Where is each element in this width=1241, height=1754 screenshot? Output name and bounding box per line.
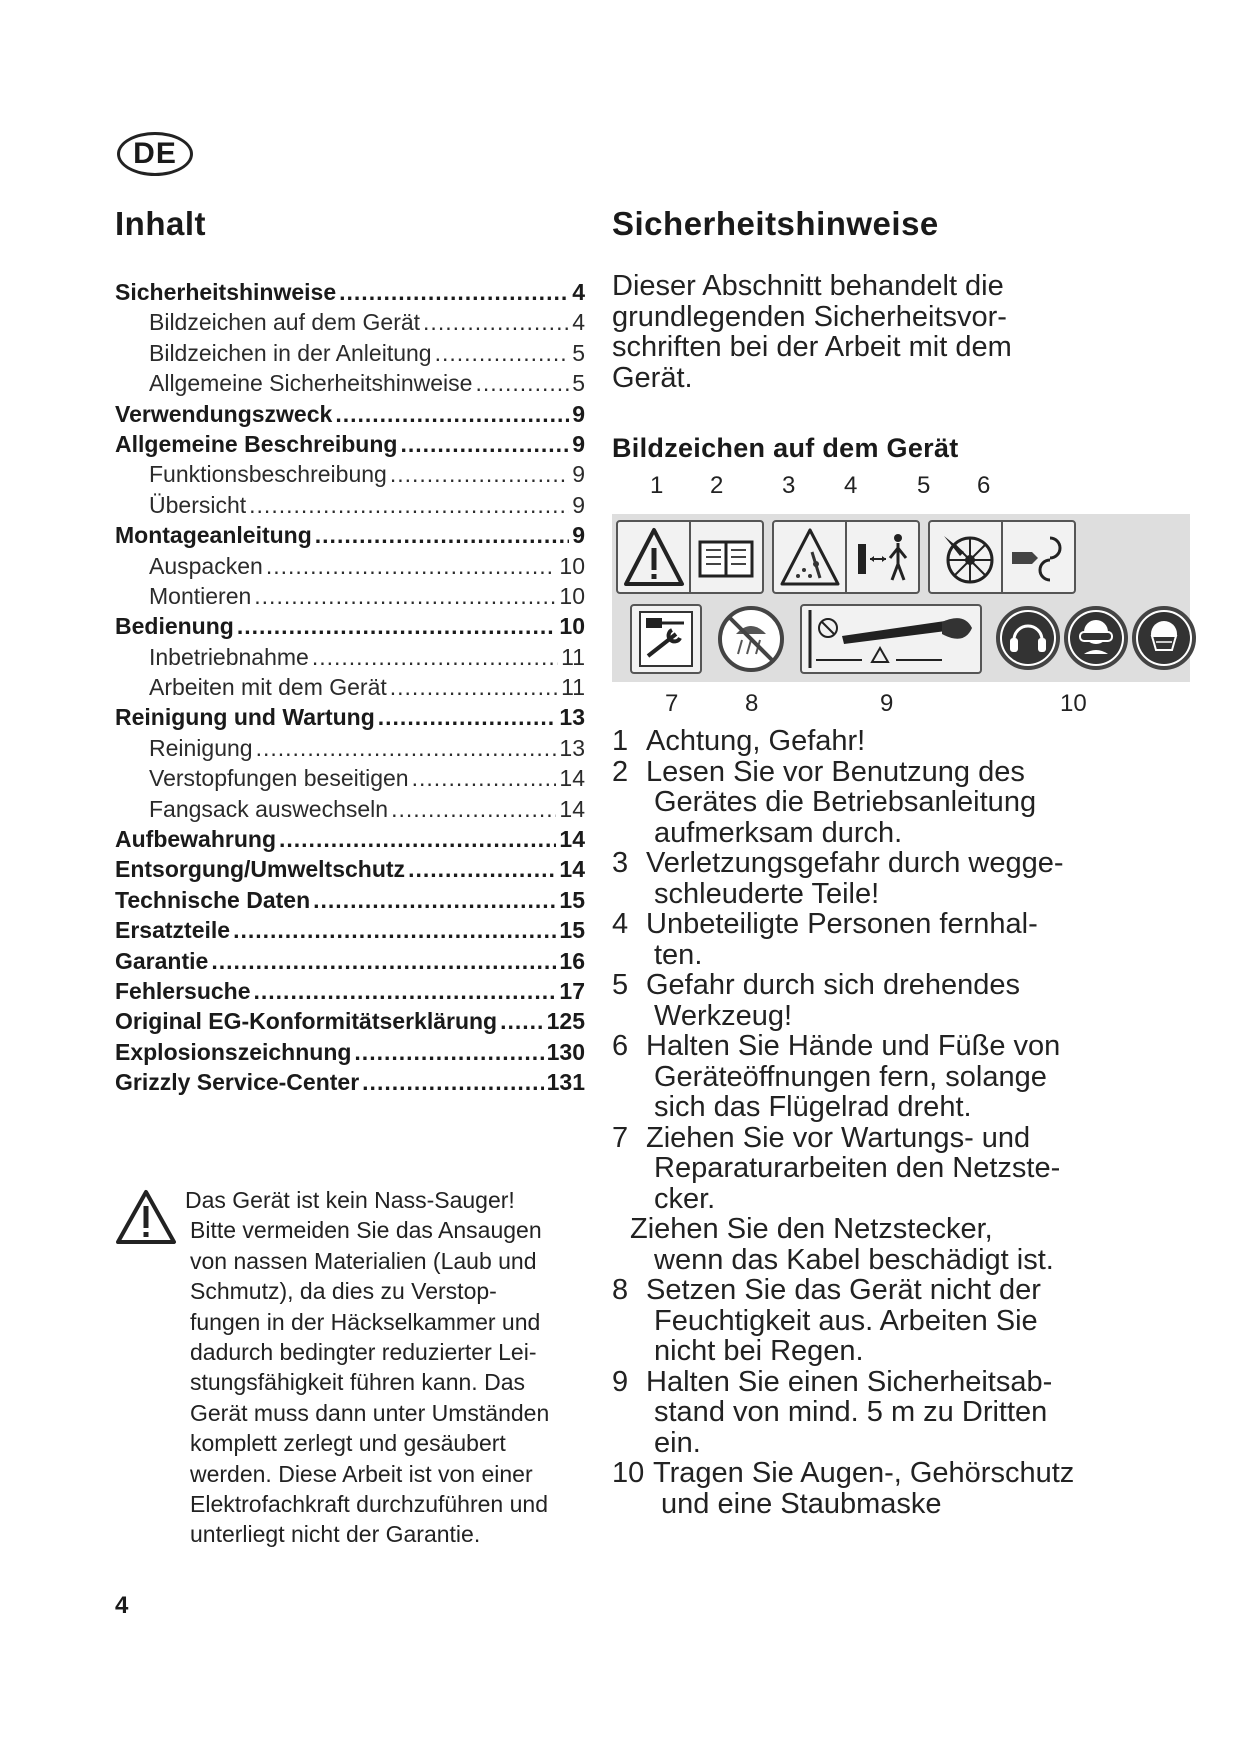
toc-leader-dots — [400, 431, 569, 458]
toc-page: 11 — [561, 674, 585, 701]
symbol-number: 8 — [745, 690, 759, 717]
item-line: Werkzeug! — [654, 999, 793, 1032]
toc-entry — [115, 644, 585, 674]
symbol-number: 9 — [880, 690, 894, 717]
toc-page: 4 — [572, 309, 585, 336]
symbol-number: 5 — [917, 472, 931, 499]
symbol-explanation-item — [612, 970, 1192, 1031]
manual-book-icon — [700, 542, 752, 576]
toc-page: 14 — [559, 765, 585, 792]
warning-triangle-symbol-icon — [626, 530, 682, 584]
toc-leader-dots — [362, 1069, 543, 1096]
left-column — [115, 205, 585, 1100]
toc-page: 9 — [572, 491, 585, 518]
toc-leader-dots — [390, 461, 569, 488]
toc-label: Grizzly Service-Center — [115, 1069, 360, 1096]
toc-label: Verwendungszweck — [115, 400, 333, 427]
warning-line: Gerät muss dann unter Umständen — [190, 1399, 550, 1426]
toc-leader-dots — [335, 401, 569, 428]
toc-leader-dots — [423, 309, 569, 336]
item-line: cker. — [654, 1182, 716, 1215]
symbol-number: 3 — [782, 472, 796, 499]
item-line: Gefahr durch sich drehendes — [646, 969, 1020, 1001]
intro-text — [612, 271, 1192, 393]
intro-line: schriften bei der Arbeit mit dem — [612, 331, 1012, 363]
toc-entry — [115, 492, 585, 522]
right-column — [612, 205, 1192, 1519]
toc-entry — [115, 309, 585, 339]
toc-page: 9 — [572, 400, 585, 427]
flying-debris-icon — [782, 530, 838, 584]
symbol-group-1-2 — [616, 520, 764, 594]
toc-leader-dots — [390, 674, 558, 701]
toc-label: Allgemeine Beschreibung — [115, 430, 398, 457]
symbol-numbers-bottom — [612, 690, 1192, 720]
safety-distance-icon — [800, 604, 982, 674]
toc-leader-dots — [211, 948, 556, 975]
toc-label: Ersatzteile — [115, 917, 231, 944]
item-line: Verletzungsgefahr durch wegge- — [646, 847, 1064, 879]
toc-page: 15 — [559, 886, 585, 913]
toc-entry — [115, 826, 585, 856]
unplug-before-maintenance-icon — [630, 604, 702, 674]
intro-line: Gerät. — [612, 361, 693, 394]
language-badge: DE — [117, 132, 193, 176]
warning-line: Schmutz), da dies zu Verstop- — [190, 1278, 497, 1305]
toc-page: 14 — [559, 826, 585, 853]
symbol-explanation-item — [612, 848, 1192, 909]
toc-leader-dots — [254, 583, 556, 610]
toc-label: Übersicht — [149, 491, 247, 518]
table-of-contents — [115, 279, 585, 1100]
hands-feet-away-icon — [1012, 538, 1060, 580]
toc-entry — [115, 583, 585, 613]
toc-leader-dots — [254, 978, 557, 1005]
item-line: Reparaturarbeiten den Netzste- — [654, 1152, 1061, 1184]
item-line: Feuchtigkeit aus. Arbeiten Sie — [654, 1304, 1038, 1337]
toc-label: Allgemeine Sicherheitshinweise — [149, 370, 473, 397]
safety-title: Sicherheitshinweise — [612, 205, 939, 242]
toc-page: 17 — [559, 977, 585, 1004]
toc-entry — [115, 553, 585, 583]
item-line: sich das Flügelrad dreht. — [654, 1091, 972, 1123]
toc-label: Aufbewahrung — [115, 826, 276, 853]
symbol-number: 7 — [665, 690, 679, 717]
item-number: 6 — [612, 1030, 629, 1062]
wet-material-warning — [115, 1185, 595, 1550]
item-line: schleuderte Teile! — [654, 877, 880, 910]
item-line: Setzen Sie das Gerät nicht der — [646, 1274, 1041, 1306]
toc-leader-dots — [237, 613, 557, 640]
item-number: 10 — [612, 1457, 645, 1489]
toc-label: Fehlersuche — [115, 977, 251, 1004]
toc-page: 5 — [572, 339, 585, 366]
no-rain-icon — [718, 606, 784, 672]
toc-entry — [115, 431, 585, 461]
toc-leader-dots — [279, 826, 556, 853]
toc-page: 10 — [559, 552, 585, 579]
toc-label: Fangsack auswechseln — [149, 795, 389, 822]
device-symbols-panel — [612, 514, 1190, 682]
dust-mask-icon — [1132, 606, 1196, 670]
toc-label: Funktionsbeschreibung — [149, 461, 387, 488]
toc-label: Montageanleitung — [115, 522, 312, 549]
item-number: 1 — [612, 725, 629, 757]
warning-line: dadurch bedingter reduzierter Lei- — [190, 1339, 537, 1366]
toc-page: 13 — [559, 734, 585, 761]
symbol-explanation-item — [612, 1123, 1192, 1215]
symbol-number: 4 — [844, 472, 858, 499]
symbol-group-5-6 — [928, 520, 1076, 594]
warning-line: werden. Diese Arbeit ist von einer — [190, 1460, 533, 1487]
eye-protection-icon — [1064, 606, 1128, 670]
toc-entry — [115, 401, 585, 431]
toc-entry — [115, 522, 585, 552]
toc-label: Reinigung und Wartung — [115, 704, 375, 731]
toc-leader-dots — [315, 522, 569, 549]
item-line: Halten Sie Hände und Füße von — [646, 1030, 1061, 1062]
toc-page: 11 — [561, 643, 585, 670]
item-number: 8 — [612, 1274, 629, 1306]
toc-leader-dots — [412, 765, 557, 792]
item-number: 3 — [612, 847, 629, 879]
symbols-subtitle: Bildzeichen auf dem Gerät — [612, 433, 959, 463]
warning-line: Elektrofachkraft durchzuführen und — [190, 1491, 548, 1518]
toc-label: Entsorgung/Umweltschutz — [115, 856, 406, 883]
symbol-explanation-item — [612, 1275, 1192, 1367]
toc-entry — [115, 735, 585, 765]
toc-page: 10 — [559, 582, 585, 609]
toc-label: Original EG-Konformitätserklärung — [115, 1008, 498, 1035]
page-number: 4 — [115, 1592, 129, 1619]
toc-page: 9 — [572, 430, 585, 457]
toc-entry — [115, 340, 585, 370]
symbol-explanation-item — [612, 726, 1192, 757]
toc-page: 130 — [546, 1038, 585, 1065]
toc-page: 5 — [572, 370, 585, 397]
toc-entry — [115, 674, 585, 704]
toc-leader-dots — [233, 917, 556, 944]
item-line: stand von mind. 5 m zu Dritten — [654, 1396, 1048, 1428]
toc-leader-dots — [354, 1039, 543, 1066]
toc-leader-dots — [249, 492, 569, 519]
toc-page: 9 — [572, 522, 585, 549]
toc-entry — [115, 279, 585, 309]
symbol-explanation-item — [612, 1458, 1192, 1519]
item-line: Halten Sie einen Sicherheitsab- — [646, 1365, 1053, 1398]
ear-protection-icon — [996, 606, 1060, 670]
symbol-explanation-item — [612, 757, 1192, 849]
toc-entry — [115, 917, 585, 947]
toc-label: Auspacken — [149, 552, 263, 579]
toc-label: Bedienung — [115, 613, 234, 640]
toc-page: 9 — [572, 461, 585, 488]
warning-line: Bitte vermeiden Sie das Ansaugen — [190, 1217, 542, 1244]
toc-entry — [115, 1008, 585, 1038]
toc-label: Reinigung — [149, 734, 253, 761]
toc-entry — [115, 613, 585, 643]
warning-line: von nassen Materialien (Laub und — [190, 1247, 537, 1274]
toc-entry — [115, 796, 585, 826]
item-line: ten. — [654, 938, 703, 971]
unplug-note-line: wenn das Kabel beschädigt ist. — [654, 1243, 1054, 1276]
toc-label: Bildzeichen in der Anleitung — [149, 339, 432, 366]
toc-leader-dots — [339, 279, 569, 306]
toc-page: 14 — [559, 795, 585, 822]
item-line: Unbeteiligte Personen fernhal- — [646, 908, 1038, 940]
item-line: Tragen Sie Augen-, Gehörschutz — [653, 1457, 1075, 1489]
warning-first-line: Das Gerät ist kein Nass-Sauger! — [185, 1187, 515, 1213]
item-number: 4 — [612, 908, 629, 940]
toc-leader-dots — [408, 856, 556, 883]
toc-entry — [115, 1069, 585, 1099]
intro-line: Dieser Abschnitt behandelt die — [612, 270, 1004, 302]
toc-label: Bildzeichen auf dem Gerät — [149, 309, 421, 336]
warning-text — [185, 1185, 595, 1550]
item-number: 5 — [612, 969, 629, 1001]
toc-page: 16 — [559, 947, 585, 974]
item-line: aufmerksam durch. — [654, 816, 903, 849]
toc-leader-dots — [256, 735, 557, 762]
item-line: nicht bei Regen. — [654, 1335, 864, 1367]
toc-label: Technische Daten — [115, 886, 311, 913]
toc-leader-dots — [475, 370, 569, 397]
symbol-number: 10 — [1060, 690, 1087, 717]
toc-page: 10 — [559, 613, 585, 640]
item-line: ein. — [654, 1426, 701, 1459]
item-line: Lesen Sie vor Benutzung des — [646, 755, 1025, 788]
symbol-number: 2 — [710, 472, 724, 499]
toc-entry — [115, 704, 585, 734]
toc-entry — [115, 978, 585, 1008]
item-line: Achtung, Gefahr! — [646, 725, 866, 757]
rotating-impeller-icon — [944, 536, 992, 582]
unplug-note-line: Ziehen Sie den Netzstecker, — [630, 1213, 993, 1245]
item-number: 2 — [612, 755, 629, 788]
warning-line: komplett zerlegt und gesäubert — [190, 1430, 506, 1457]
toc-label: Explosionszeichnung — [115, 1038, 352, 1065]
toc-entry — [115, 1039, 585, 1069]
item-line: Ziehen Sie vor Wartungs- und — [646, 1121, 1031, 1154]
unplug-note — [612, 1214, 1192, 1275]
symbol-explanation-item — [612, 909, 1192, 970]
symbol-group-3-4 — [772, 520, 920, 594]
toc-label: Inbetriebnahme — [149, 643, 309, 670]
warning-line: stungsfähigkeit führen kann. Das — [190, 1369, 525, 1396]
toc-leader-dots — [435, 340, 570, 367]
symbol-numbers-top — [612, 472, 1192, 502]
warning-triangle-icon — [115, 1189, 177, 1245]
toc-entry — [115, 370, 585, 400]
toc-entry — [115, 765, 585, 795]
toc-leader-dots — [266, 553, 557, 580]
toc-label: Arbeiten mit dem Gerät — [149, 674, 387, 701]
keep-distance-icon — [858, 534, 906, 580]
warning-line: fungen in der Häckselkammer und — [190, 1308, 541, 1335]
item-number: 7 — [612, 1121, 629, 1154]
toc-page: 15 — [559, 917, 585, 944]
item-line: Geräteöffnungen fern, solange — [654, 1060, 1047, 1093]
toc-page: 13 — [559, 704, 585, 731]
toc-page: 131 — [546, 1069, 585, 1096]
warning-line: unterliegt nicht der Garantie. — [190, 1521, 481, 1548]
toc-leader-dots — [312, 644, 558, 671]
toc-page: 14 — [559, 856, 585, 883]
item-number: 9 — [612, 1365, 629, 1398]
toc-entry — [115, 461, 585, 491]
symbol-number: 6 — [977, 472, 991, 499]
toc-label: Sicherheitshinweise — [115, 279, 337, 305]
toc-label: Montieren — [149, 582, 252, 609]
toc-leader-dots — [500, 1008, 544, 1035]
toc-label: Garantie — [115, 947, 209, 974]
toc-entry — [115, 856, 585, 886]
item-line: und eine Staubmaske — [661, 1487, 942, 1520]
toc-leader-dots — [313, 887, 556, 914]
toc-leader-dots — [378, 704, 557, 731]
toc-page: 125 — [546, 1008, 585, 1035]
toc-title: Inhalt — [115, 205, 206, 242]
toc-page: 4 — [572, 279, 585, 305]
toc-label: Verstopfungen beseitigen — [149, 765, 409, 792]
toc-entry — [115, 887, 585, 917]
item-line: Gerätes die Betriebsanleitung — [654, 786, 1037, 818]
toc-entry — [115, 948, 585, 978]
symbol-explanation-list — [612, 726, 1192, 1519]
toc-leader-dots — [391, 796, 556, 823]
intro-line: grundlegenden Sicherheitsvor- — [612, 300, 1007, 333]
symbol-number: 1 — [650, 472, 664, 499]
symbol-explanation-item — [612, 1367, 1192, 1459]
symbol-explanation-item — [612, 1031, 1192, 1123]
